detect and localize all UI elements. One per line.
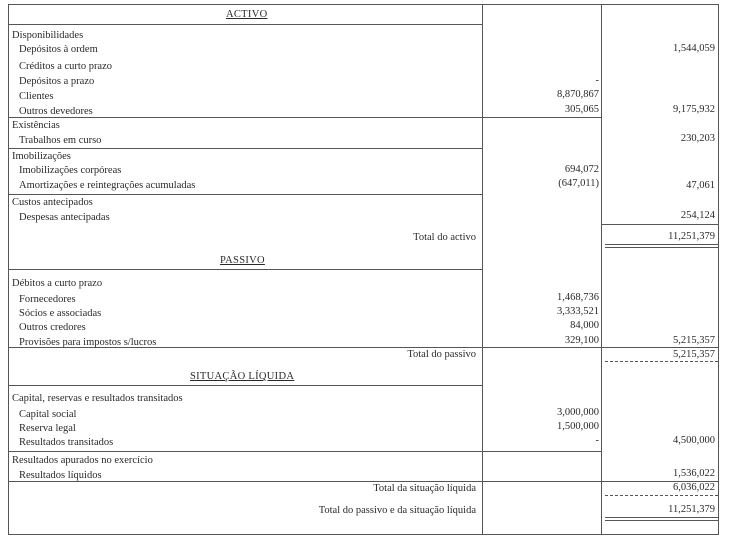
row-depositos-prazo-value: - — [595, 75, 599, 86]
row-trabalhos-label: Trabalhos em curso — [19, 135, 102, 146]
row-despesas-total: 254,124 — [680, 210, 715, 221]
row-outros-credores-label: Outros credores — [19, 322, 86, 333]
double-rule-bottom — [605, 520, 718, 521]
row-socios-label: Sócios e associadas — [19, 308, 102, 319]
row-resultados-transitados-value: - — [595, 435, 599, 446]
double-rule-top — [605, 517, 718, 518]
group-debitos: Débitos a curto prazo — [12, 278, 103, 289]
row-outros-devedores-total: 9,175,932 — [673, 104, 715, 115]
row-depositos-prazo-label: Depósitos a prazo — [19, 76, 95, 87]
total-situacao-value: 6,036,022 — [673, 482, 715, 493]
activo-heading-rule — [9, 24, 482, 25]
row-resultados-transitados-label: Resultados transitados — [19, 437, 114, 448]
double-rule-top — [605, 244, 718, 245]
row-outros-devedores-value: 305,065 — [564, 104, 599, 115]
row-imob-corporeas-label: Imobilizações corpóreas — [19, 165, 122, 176]
dashed-rule — [605, 361, 718, 362]
row-provisoes-value: 329,100 — [564, 335, 599, 346]
subtotal-rule — [601, 224, 719, 225]
section-rule — [9, 117, 601, 118]
column-divider-1 — [482, 4, 483, 535]
row-despesas-label: Despesas antecipadas — [19, 212, 110, 223]
row-trabalhos-total: 230,203 — [680, 133, 715, 144]
row-provisoes-label: Provisões para impostos s/lucros — [19, 337, 157, 348]
group-capital-reservas: Capital, reservas e resultados transitados — [12, 393, 183, 404]
row-reserva-legal-label: Reserva legal — [19, 423, 76, 434]
row-capital-social-label: Capital social — [19, 409, 77, 420]
row-outros-credores-value: 84,000 — [570, 320, 599, 331]
activo-heading: ACTIVO — [226, 9, 268, 20]
row-clientes-value: 8,870,867 — [557, 89, 599, 100]
total-activo-label: Total do activo — [413, 232, 476, 243]
row-reserva-legal-value: 1,500,000 — [557, 421, 599, 432]
passivo-heading-rule — [9, 269, 482, 270]
row-clientes-label: Clientes — [19, 91, 54, 102]
section-rule — [9, 148, 482, 149]
row-amortizacoes-total: 47,061 — [686, 180, 715, 191]
row-fornecedores-value: 1,468,736 — [557, 292, 599, 303]
total-activo-value: 11,251,379 — [668, 231, 715, 242]
group-imobilizacoes: Imobilizações — [12, 151, 71, 162]
row-resultados-transitados-total: 4,500,000 — [673, 435, 715, 446]
dashed-rule — [605, 495, 718, 496]
section-rule — [9, 481, 719, 482]
section-rule — [9, 194, 482, 195]
total-situacao-label: Total da situação líquida — [373, 483, 476, 494]
row-resultados-liquidos-label: Resultados líquidos — [19, 470, 102, 481]
row-amortizacoes-label: Amortizações e reintegrações acumuladas — [19, 180, 196, 191]
double-rule-bottom — [605, 247, 718, 248]
group-creditos: Créditos a curto prazo — [19, 61, 113, 72]
situacao-heading: SITUAÇÃO LÍQUIDA — [190, 371, 295, 382]
row-imob-corporeas-value: 694,072 — [564, 164, 599, 175]
total-passivo-label: Total do passivo — [407, 349, 476, 360]
section-rule — [9, 347, 719, 348]
passivo-heading: PASSIVO — [220, 255, 265, 266]
row-depositos-ordem-total: 1,544,059 — [673, 43, 715, 54]
situacao-heading-rule — [9, 385, 482, 386]
column-divider-2 — [601, 4, 602, 535]
row-socios-value: 3,333,521 — [557, 306, 599, 317]
total-passivo-value: 5,215,357 — [673, 349, 715, 360]
group-custos: Custos antecipados — [12, 197, 93, 208]
total-geral-value: 11,251,379 — [668, 504, 715, 515]
section-rule — [9, 451, 601, 452]
row-fornecedores-label: Fornecedores — [19, 294, 76, 305]
group-disponibilidades: Disponibilidades — [12, 30, 84, 41]
group-resultados-apurados: Resultados apurados no exercício — [12, 455, 153, 466]
row-depositos-ordem-label: Depósitos à ordem — [19, 44, 98, 55]
row-outros-devedores-label: Outros devedores — [19, 106, 93, 117]
row-amortizacoes-value: (647,011) — [558, 178, 599, 189]
total-geral-label: Total do passivo e da situação líquida — [318, 505, 476, 516]
group-existencias: Existências — [12, 120, 60, 131]
row-capital-social-value: 3,000,000 — [557, 407, 599, 418]
row-resultados-liquidos-total: 1,536,022 — [673, 468, 715, 479]
row-provisoes-total: 5,215,357 — [673, 335, 715, 346]
